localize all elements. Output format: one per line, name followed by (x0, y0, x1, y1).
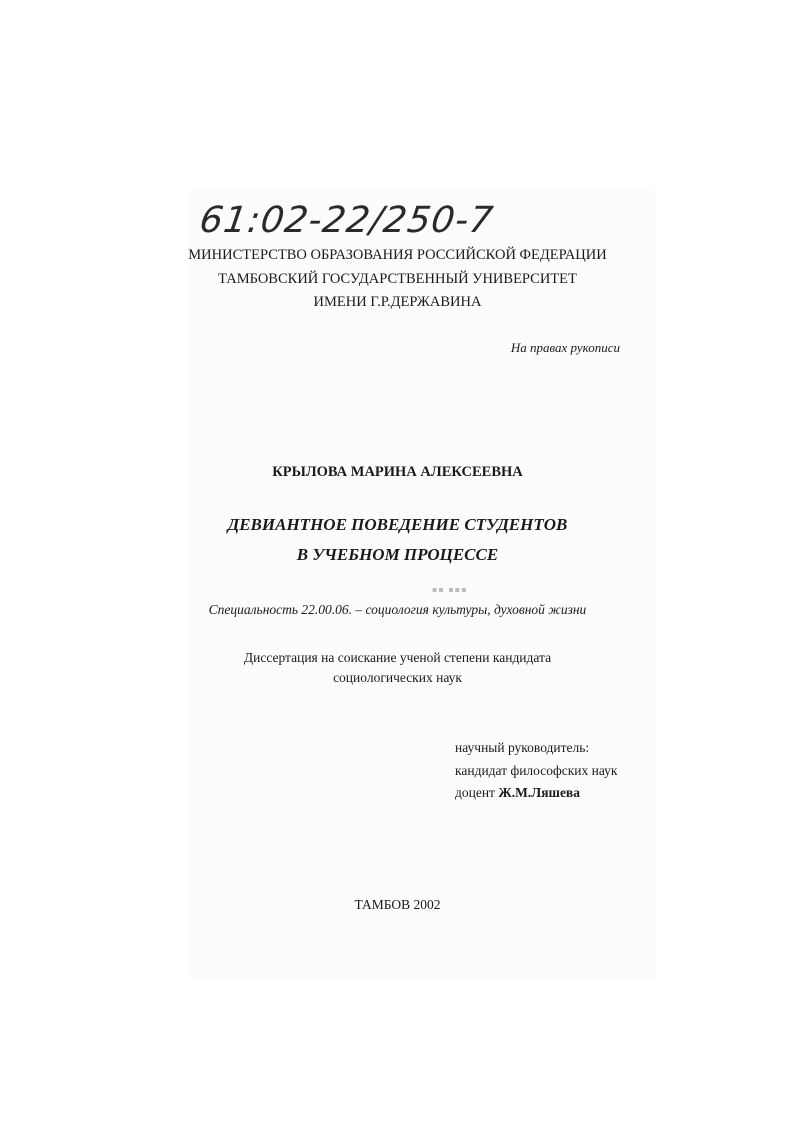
university-name-heading: ИМЕНИ Г.Р.ДЕРЖАВИНА (313, 294, 482, 310)
supervisor-degree: кандидат философских наук (455, 763, 618, 778)
specialty-line: Специальность 22.00.06. – социология культуры, духовной жизни (208, 602, 587, 617)
supervisor-name: Ж.М.Ляшева (498, 785, 580, 800)
manuscript-rights-note: На правах рукописи (510, 340, 620, 355)
author-name: КРЫЛОВА МАРИНА АЛЕКСЕЕВНА (272, 464, 523, 480)
faint-stamp-mark: ▪▪ ▪▪▪ (432, 585, 468, 594)
thesis-title-line-1: ДЕВИАНТНОЕ ПОВЕДЕНИЕ СТУДЕНТОВ (227, 515, 568, 534)
supervisor-rank: доцент (455, 785, 495, 800)
university-heading: ТАМБОВСКИЙ ГОСУДАРСТВЕННЫЙ УНИВЕРСИТЕТ (218, 271, 577, 287)
supervisor-rank-name (455, 785, 580, 801)
thesis-title-line-2: В УЧЕБНОМ ПРОЦЕССЕ (296, 545, 499, 564)
supervisor-label: научный руководитель: (455, 740, 590, 755)
handwritten-archive-code: 61:02-22/250-7 (197, 200, 497, 241)
dissertation-line-1: Диссертация на соискание ученой степени кандидата (243, 650, 552, 665)
dissertation-line-2: социологических наук (333, 670, 462, 685)
city-year: ТАМБОВ 2002 (354, 897, 441, 912)
ministry-heading: МИНИСТЕРСТВО ОБРАЗОВАНИЯ РОССИЙСКОЙ ФЕДЕРАЦИИ (188, 247, 607, 263)
